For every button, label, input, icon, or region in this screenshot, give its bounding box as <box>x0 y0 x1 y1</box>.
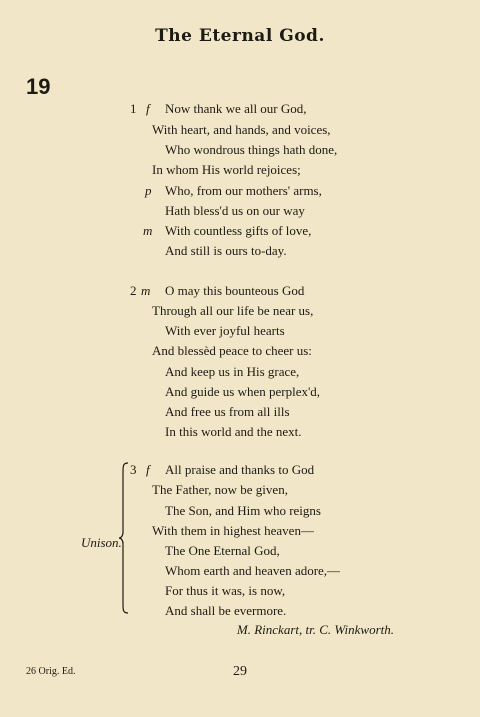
hymn-number: 19 <box>26 74 51 99</box>
page-number: 29 <box>233 664 247 679</box>
running-head: The Eternal God. <box>155 26 325 46</box>
verse-line: O may this bounteous God <box>165 283 305 298</box>
attribution: M. Rinckart, tr. C. Winkworth. <box>236 622 394 637</box>
verse-3-number: 3 <box>130 462 137 477</box>
verse-line: With heart, and hands, and voices, <box>152 122 331 137</box>
verse-line: The Son, and Him who reigns <box>165 503 321 518</box>
verse-line: For thus it was, is now, <box>165 583 286 598</box>
verse-2-dynamic: m <box>141 283 151 298</box>
verse-line: The Father, now be given, <box>152 482 288 497</box>
verse-1-number: 1 <box>130 101 137 116</box>
verse-line: Whom earth and heaven adore,— <box>165 563 341 578</box>
dynamic-marking: m <box>143 223 153 238</box>
verse-line: Who wondrous things hath done, <box>165 142 338 157</box>
verse-1-dynamic: f <box>146 101 150 116</box>
unison-label: Unison. <box>81 535 122 550</box>
verse-line: Hath bless'd us on our way <box>165 203 305 218</box>
verse-2-number: 2 <box>130 283 137 298</box>
verse-line: And blessèd peace to cheer us: <box>152 343 312 358</box>
verse-line: All praise and thanks to God <box>165 462 315 477</box>
edition-note: 26 Orig. Ed. <box>26 666 76 677</box>
dynamic-marking: p <box>145 183 152 198</box>
verse-line: With countless gifts of love, <box>165 223 312 238</box>
verse-line: With ever joyful hearts <box>165 323 285 338</box>
verse-line: In whom His world rejoices; <box>152 162 301 177</box>
verse-line: The One Eternal God, <box>165 543 280 558</box>
verse-line: With them in highest heaven— <box>152 523 314 538</box>
verse-3-dynamic: f <box>146 462 150 477</box>
verse-line: In this world and the next. <box>165 424 302 439</box>
verse-line: Who, from our mothers' arms, <box>165 183 322 198</box>
verse-line: And keep us in His grace, <box>165 364 300 379</box>
verse-line: And still is ours to-day. <box>165 243 287 258</box>
verse-line: And shall be evermore. <box>165 603 287 618</box>
verse-line: And free us from all ills <box>165 404 290 419</box>
verse-line: Now thank we all our God, <box>165 101 307 116</box>
verse-line: And guide us when perplex'd, <box>165 384 321 399</box>
verse-line: Through all our life be near us, <box>152 303 314 318</box>
